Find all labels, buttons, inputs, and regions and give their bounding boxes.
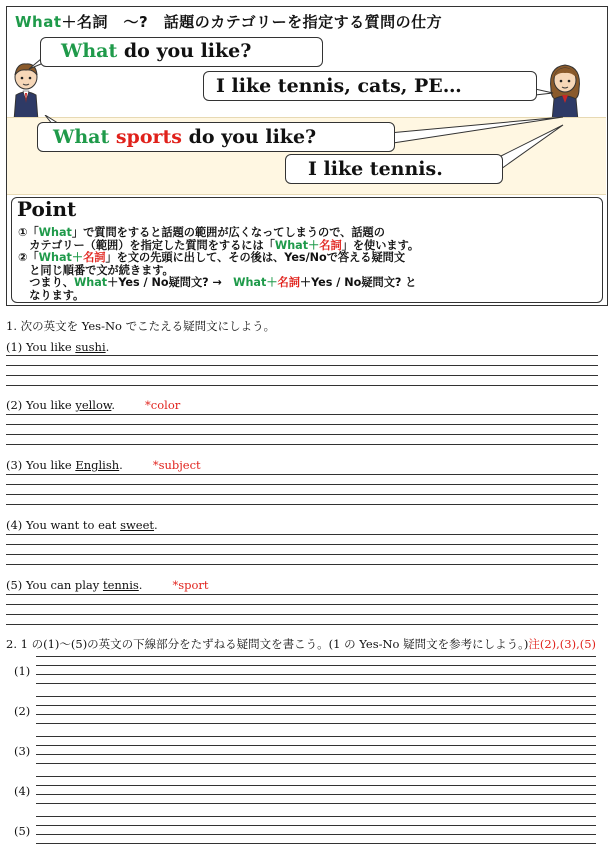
title-rest: ＋名詞 ～? 話題のカテゴリーを指定する質問の仕方 xyxy=(61,13,443,31)
question-2: (2) You like yellow. *color xyxy=(6,398,181,412)
answer-lines-s2-4[interactable] xyxy=(36,776,596,812)
page-title xyxy=(15,11,442,32)
point-box xyxy=(11,197,603,303)
answer-label-4: (4) xyxy=(14,784,31,798)
point-line-5: つまり、What＋Yes / No疑問文? → What＋名詞＋Yes / No疑問文? と xyxy=(18,276,417,290)
header-box xyxy=(6,6,608,306)
answer-lines-5[interactable] xyxy=(6,594,598,634)
title-what: What xyxy=(15,13,62,31)
bubble-tail-2 xyxy=(535,85,555,97)
bubble3-sports: sports xyxy=(109,126,183,148)
answer-lines-1[interactable] xyxy=(6,355,598,395)
speech-bubble-question-1 xyxy=(40,37,323,67)
point-line-2: カテゴリー（範囲）を指定した質問をするには「What＋名詞」を使います。 xyxy=(18,238,420,252)
point-line-1: ①「What」で質問をすると話題の範囲が広くなってしまうので、話題の xyxy=(18,226,385,239)
answer-lines-3[interactable] xyxy=(6,474,598,514)
answer-lines-2[interactable] xyxy=(6,414,598,454)
section1-instruction: 1. 次の英文を Yes-No でこたえる疑問文にしよう。 xyxy=(6,319,276,333)
speech-bubble-question-2 xyxy=(37,122,395,152)
point-text xyxy=(18,227,419,303)
point-title: Point xyxy=(17,197,77,221)
point-line-6: なります。 xyxy=(18,288,85,302)
answer-lines-s2-2[interactable] xyxy=(36,696,596,732)
speech-bubble-answer-2: I like tennis. xyxy=(285,154,503,184)
answer-lines-s2-3[interactable] xyxy=(36,736,596,772)
bubble1-rest: do you like? xyxy=(117,40,252,62)
point-line-3: ②「What＋名詞」を文の先頭に出して、その後は、Yes/Noで答える疑問文 xyxy=(18,251,406,265)
question-5: (5) You can play tennis. *sport xyxy=(6,578,209,592)
speech-bubble-answer-1: I like tennis, cats, PE… xyxy=(203,71,537,101)
question-4: (4) You want to eat sweet. xyxy=(6,518,158,532)
bubble-tail-4 xyxy=(497,123,567,173)
answer-lines-s2-5[interactable] xyxy=(36,816,596,852)
section2-instruction: 2. 1 の(1)～(5)の英文の下線部分をたずねる疑問文を書こう。(1 の Yes-No 疑問文を参考にしよう。)注(2),(3),(5) xyxy=(6,637,597,651)
answer-lines-4[interactable] xyxy=(6,534,598,574)
answer-label-5: (5) xyxy=(14,824,31,838)
question-1: (1) You like sushi. xyxy=(6,340,110,354)
bubble3-rest: do you like? xyxy=(182,126,317,148)
question-3: (3) You like English. *subject xyxy=(6,458,201,472)
answer-lines-s2-1[interactable] xyxy=(36,656,596,692)
bubble3-what: What xyxy=(53,126,110,148)
answer-label-2: (2) xyxy=(14,704,31,718)
answer-label-1: (1) xyxy=(14,664,31,678)
bubble1-what: What xyxy=(61,40,118,62)
answer-label-3: (3) xyxy=(14,744,31,758)
point-line-4: と同じ順番で文が続きます。 xyxy=(18,263,174,277)
